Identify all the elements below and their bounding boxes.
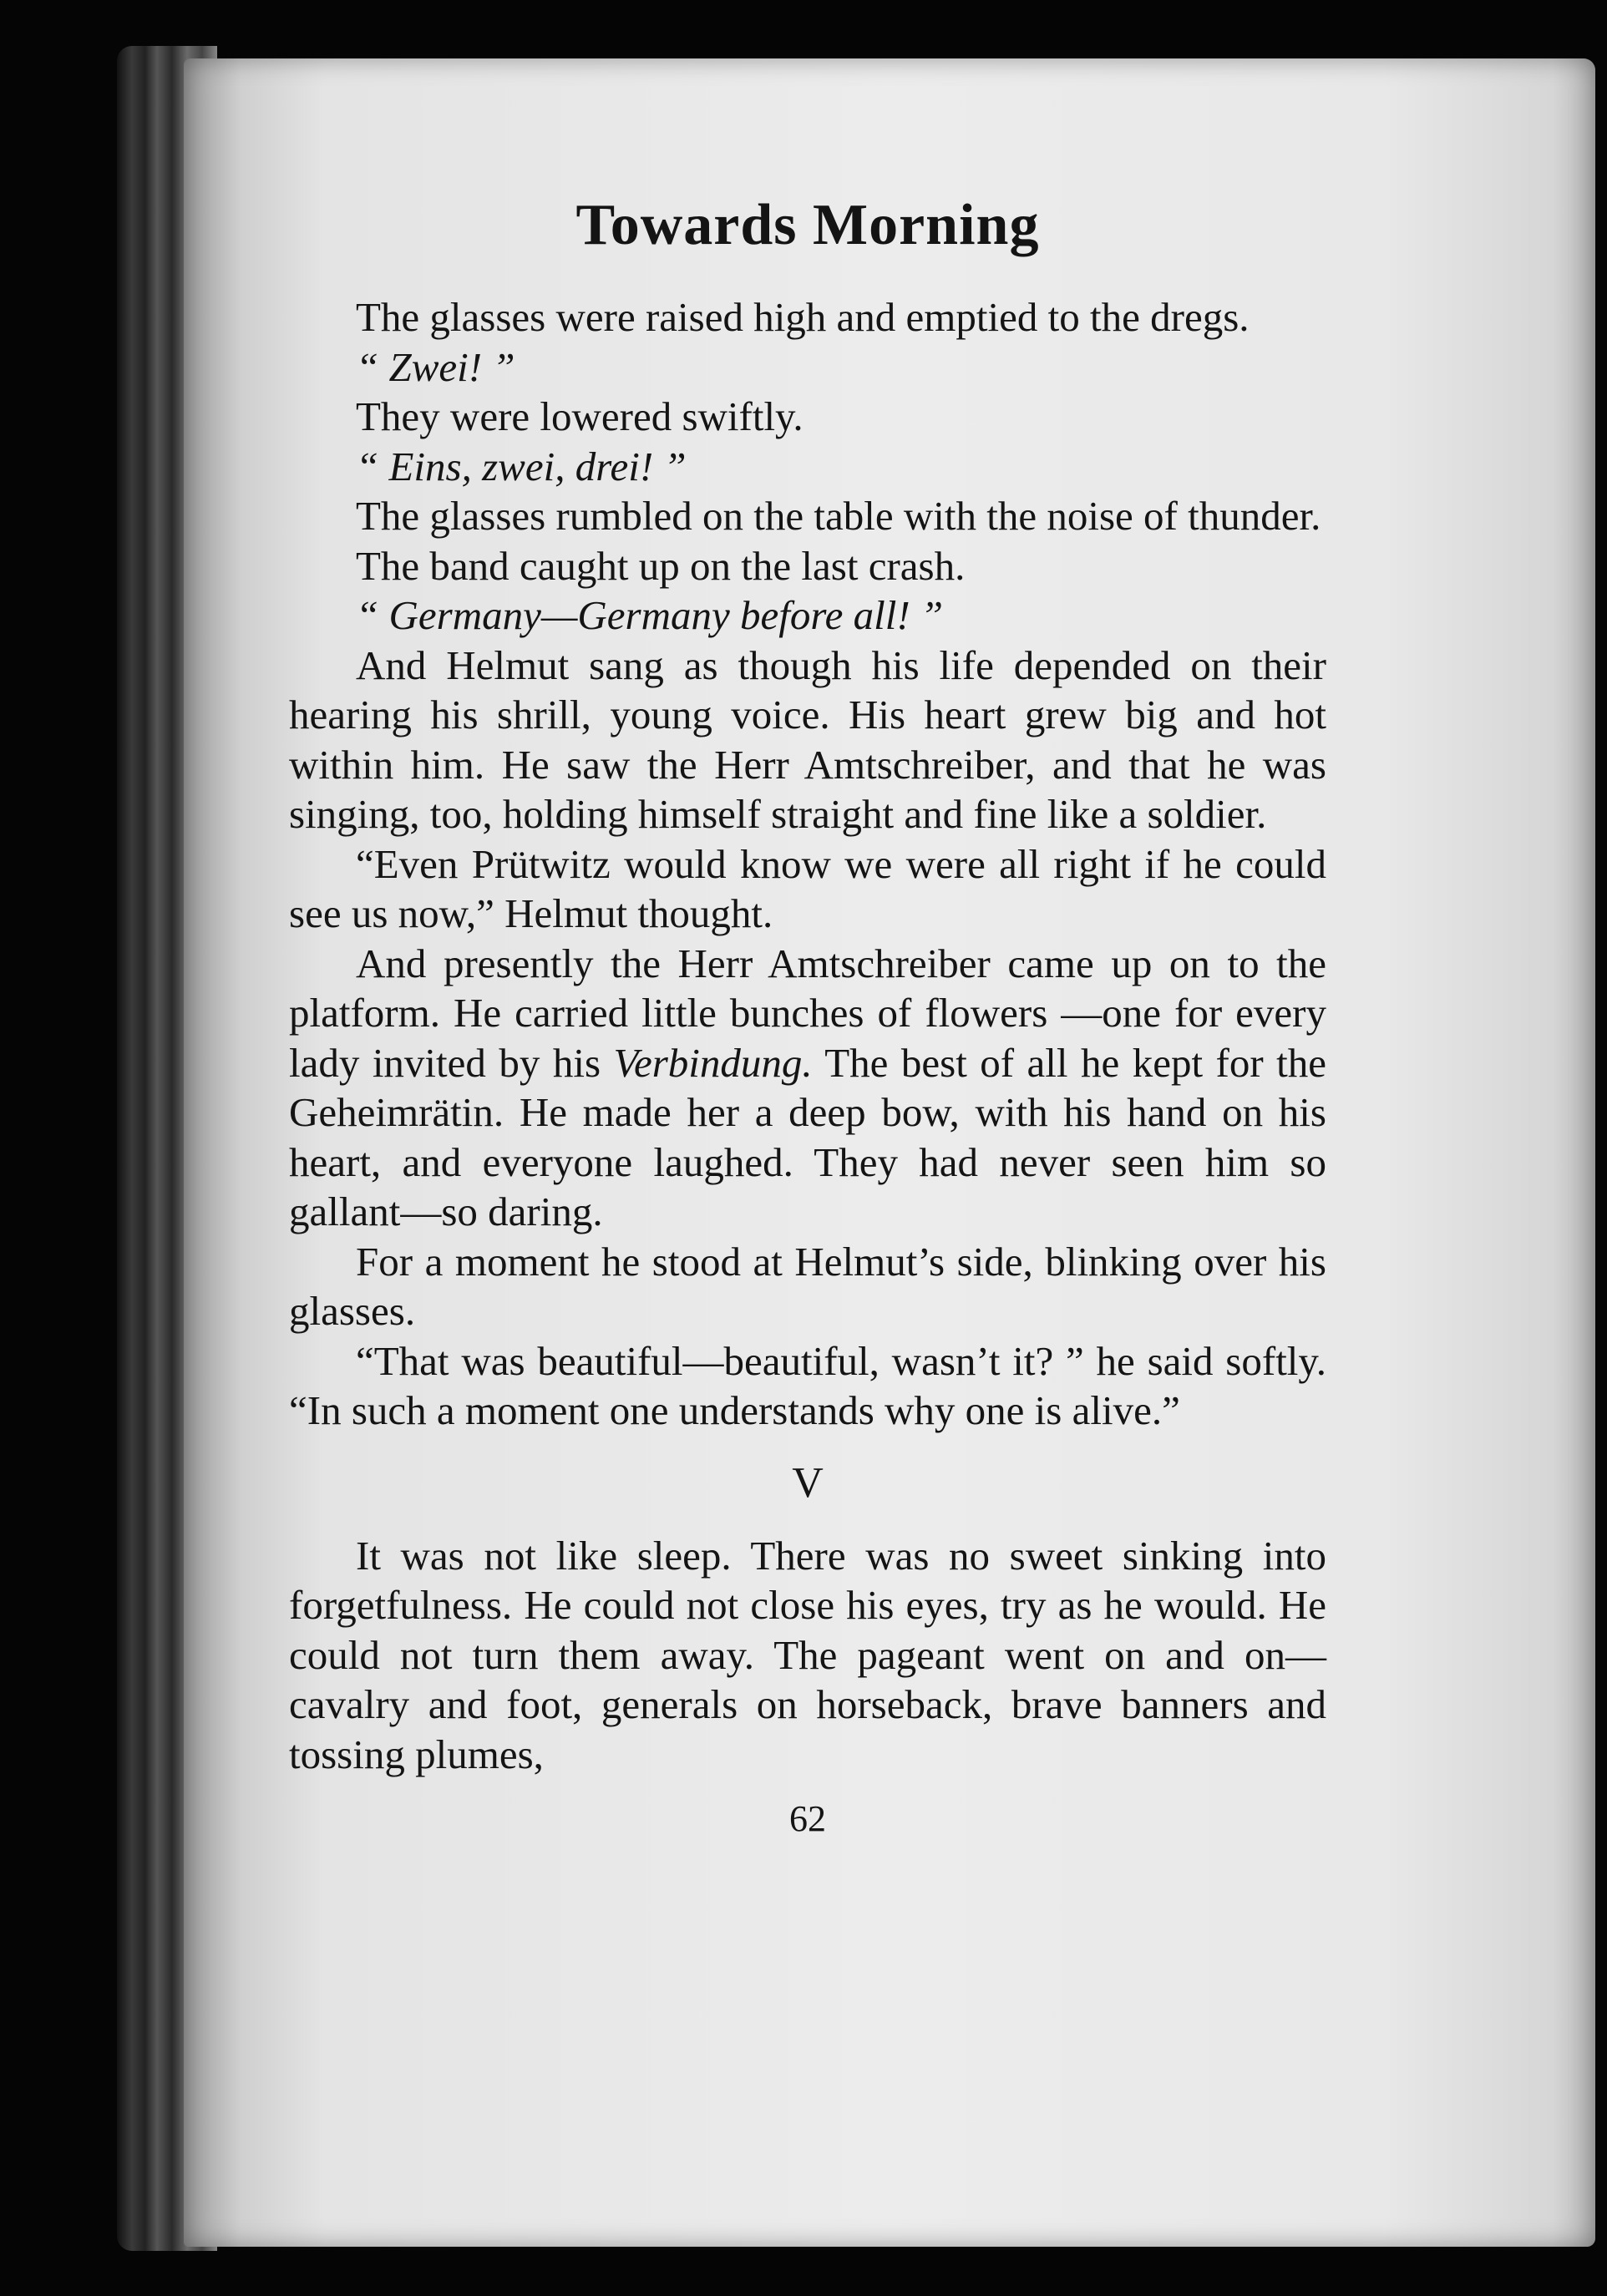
paragraph: They were lowered swiftly. bbox=[356, 393, 804, 439]
page-number: 62 bbox=[789, 1798, 826, 1839]
paragraph: “ Germany—Germany before all! ” bbox=[356, 592, 944, 638]
paragraph: “That was beautiful—beautiful, wasn’t it? ” he said softly. “In such a moment one understands why one is alive.” bbox=[289, 1337, 1326, 1433]
paragraph: And Helmut sang as though his life depended on their hearing his shrill, young voice. His heart grew big and hot within him. He saw the Herr Amtschreiber, and that he was singing, too, holding himself straight and fine like a soldier. bbox=[289, 641, 1326, 837]
section-number: V bbox=[792, 1458, 824, 1507]
paragraph: “Even Prütwitz would know we were all right if he could see us now,” Helmut thought. bbox=[289, 840, 1326, 936]
running-title: Towards Morning bbox=[575, 193, 1040, 257]
paragraph: The glasses rumbled on the table with the noise of thunder. bbox=[356, 493, 1321, 539]
paragraph-text: The best of all he kept for the Geheimrätin. He made her a deep bow, with his hand on his heart, and everyone laughed. They had never seen him so gallant—so daring. bbox=[289, 1039, 1326, 1234]
flowers-paragraph bbox=[289, 939, 1326, 1237]
paragraph: The glasses were raised high and emptied to the dregs. bbox=[356, 294, 1250, 340]
paragraph-text: And presently the Herr Amtschreiber came up on to the platform. He carried little bunches of flowers —one for every lady invited by his bbox=[289, 940, 1326, 1086]
paragraph: For a moment he stood at Helmut’s side, blinking over his glasses. bbox=[289, 1238, 1326, 1334]
paragraph: “ Zwei! ” bbox=[356, 343, 515, 390]
paragraph: It was not like sleep. There was no sweet sinking into forgetfulness. He could not close his eyes, try as he would. He could not turn them away. The pageant went on and on—cavalry and foot, generals on horseback, brave banners and tossing plumes, bbox=[289, 1532, 1326, 1777]
text-block bbox=[289, 192, 1326, 1844]
paragraph: “ Eins, zwei, drei! ” bbox=[356, 443, 687, 489]
italic-term: Verbindung. bbox=[613, 1039, 813, 1086]
paragraph: The band caught up on the last crash. bbox=[356, 542, 966, 589]
